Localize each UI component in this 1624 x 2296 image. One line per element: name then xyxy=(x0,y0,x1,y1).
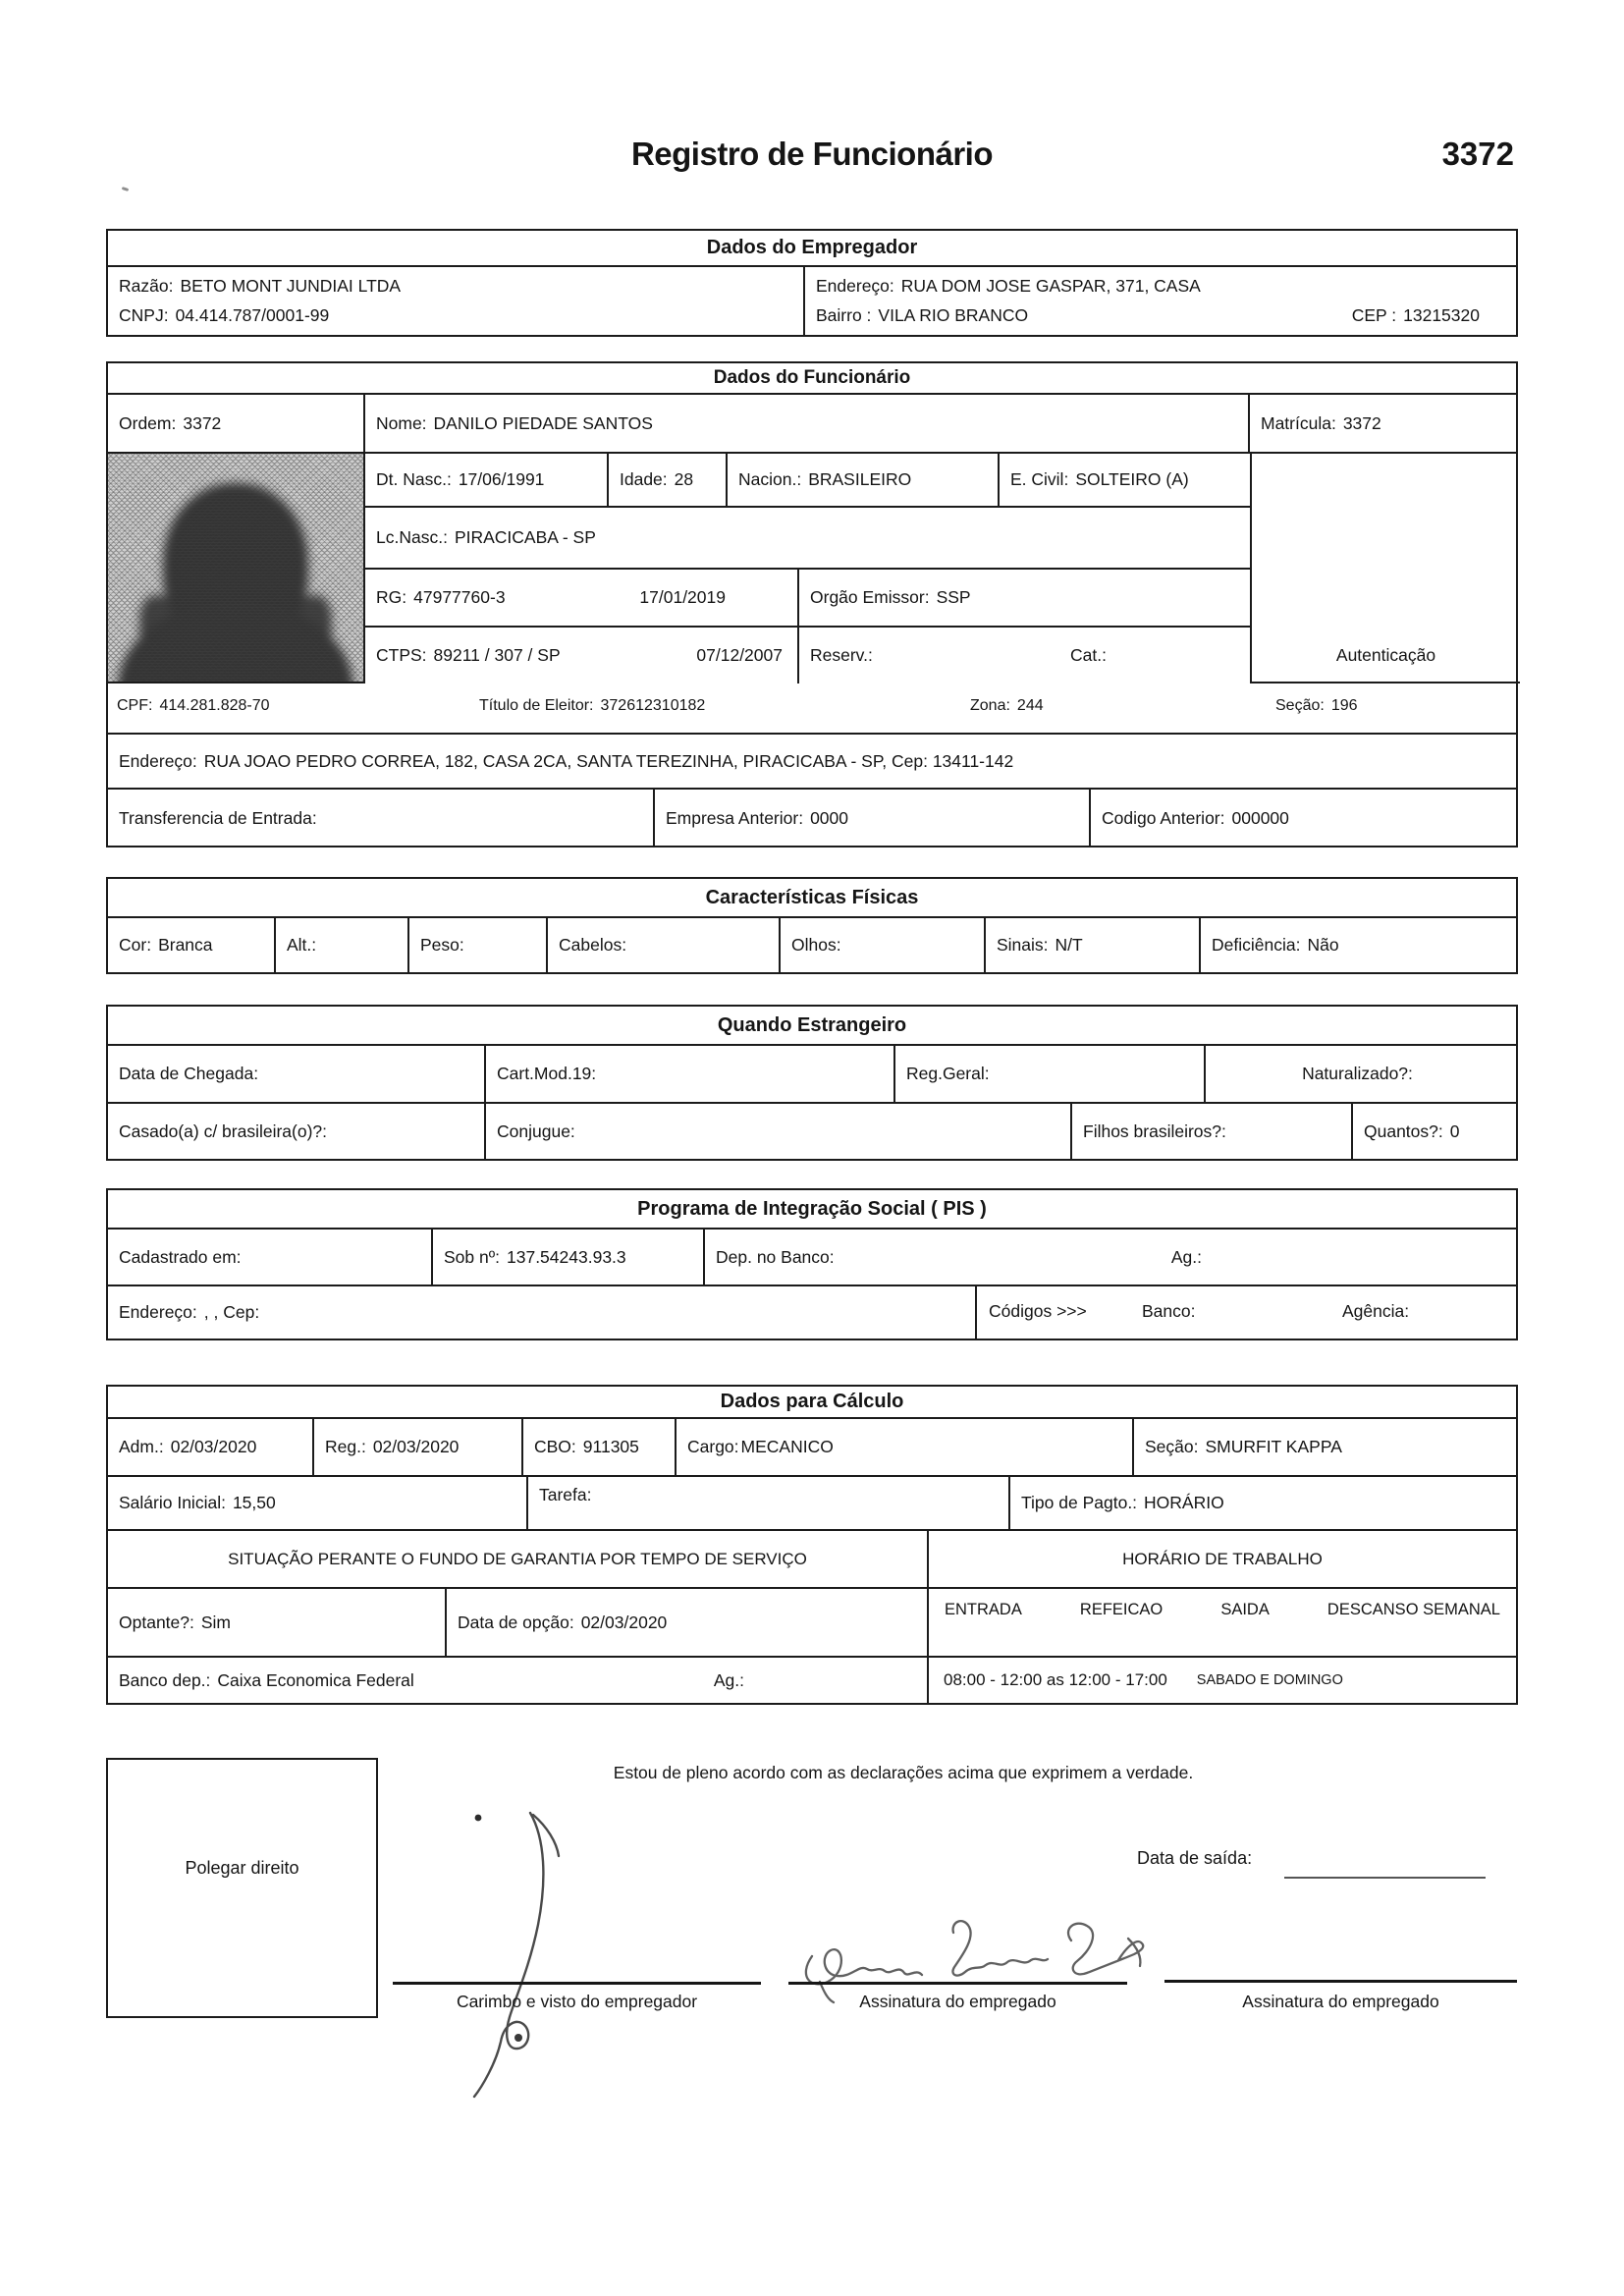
horario-value: 08:00 - 12:00 as 12:00 - 17:00 xyxy=(944,1670,1167,1689)
field-adm: Adm.: 02/03/2020 xyxy=(119,1437,257,1456)
authentication-label: Autenticação xyxy=(1335,645,1436,665)
field-tarefa: Tarefa: xyxy=(539,1485,592,1504)
signature-ink-dot xyxy=(475,1815,482,1822)
field-codigo-anterior: Codigo Anterior: 000000 xyxy=(1102,808,1289,828)
section-title-calculo: Dados para Cálculo xyxy=(108,1387,1516,1419)
field-peso: Peso: xyxy=(420,935,464,955)
field-salario-inicial: Salário Inicial: 15,50 xyxy=(119,1493,276,1512)
field-cbo: CBO: 911305 xyxy=(534,1437,639,1456)
section-funcionario xyxy=(106,361,1518,847)
field-cadastrado-em: Cadastrado em: xyxy=(119,1246,242,1267)
form-number: 3372 xyxy=(1441,136,1514,172)
field-transferencia: Transferencia de Entrada: xyxy=(119,808,317,828)
signature-label-employer: Carimbo e visto do empregador xyxy=(456,1992,698,2011)
fingerprint-box xyxy=(106,1758,378,2018)
field-filhos-brasileiros: Filhos brasileiros?: xyxy=(1083,1121,1226,1141)
field-idade: Idade: 28 xyxy=(620,469,694,489)
field-cabelos: Cabelos: xyxy=(559,935,627,955)
field-agencia: Agência: xyxy=(1342,1301,1410,1321)
field-data-opcao: Data de opção: 02/03/2020 xyxy=(458,1612,668,1632)
horario-col-descanso: DESCANSO SEMANAL xyxy=(1326,1601,1500,1618)
field-cargo: Cargo: MECANICO xyxy=(687,1437,834,1456)
section-title-empregador: Dados do Empregador xyxy=(108,231,1516,267)
employee-signature xyxy=(790,1905,1164,2003)
field-cat: Cat.: xyxy=(1070,645,1107,665)
descanso-value: SABADO E DOMINGO xyxy=(1196,1672,1343,1688)
field-titulo-eleitor: Título de Eleitor: 372612310182 xyxy=(479,697,706,714)
page-title: Registro de Funcionário xyxy=(630,136,994,172)
data-saida-underline xyxy=(1284,1877,1486,1879)
signature-line-employee-1 xyxy=(788,1982,1127,1985)
field-naturalizado: Naturalizado?: xyxy=(1302,1064,1413,1083)
signature-ink-knot xyxy=(514,2034,522,2042)
declaration-text: Estou de pleno acordo com as declarações acima que exprimem a verdade. xyxy=(613,1763,1194,1782)
signature-label-employee-1: Assinatura do empregado xyxy=(859,1992,1056,2011)
signature-line-employer xyxy=(393,1982,761,1985)
field-pis-ag: Ag.: xyxy=(1170,1246,1202,1267)
section-pis xyxy=(106,1188,1518,1340)
horario-col-entrada: ENTRADA xyxy=(945,1601,1022,1618)
field-calculo-ag: Ag.: xyxy=(713,1669,744,1690)
field-cor: Cor: Branca xyxy=(119,935,213,955)
field-cep: CEP : 13215320 xyxy=(1351,305,1480,325)
section-empregador xyxy=(106,229,1518,337)
field-banco: Banco: xyxy=(1142,1301,1196,1321)
field-reserv: Reserv.: xyxy=(810,645,873,665)
employer-signature xyxy=(417,1805,614,2100)
field-razao: Razão: BETO MONT JUNDIAI LTDA xyxy=(119,276,402,296)
signature-line-employee-2 xyxy=(1164,1980,1517,1983)
field-nome: Nome: DANILO PIEDADE SANTOS xyxy=(376,412,653,433)
field-cnpj: CNPJ: 04.414.787/0001-99 xyxy=(119,305,330,325)
field-ctps-date: 07/12/2007 xyxy=(696,645,783,665)
horario-col-saida: SAIDA xyxy=(1220,1601,1270,1618)
field-orgao-emissor: Orgão Emissor: SSP xyxy=(810,587,971,607)
field-empresa-anterior: Empresa Anterior: 0000 xyxy=(666,808,848,828)
field-quantos: Quantos?: 0 xyxy=(1364,1121,1460,1141)
field-lc-nasc: Lc.Nasc.: PIRACICABA - SP xyxy=(376,527,596,547)
field-alt: Alt.: xyxy=(287,935,317,955)
section-caracteristicas xyxy=(106,877,1518,974)
field-banco-dep: Banco dep.: Caixa Economica Federal xyxy=(119,1669,414,1690)
field-rg: RG: 47977760-3 xyxy=(376,587,506,607)
signature-label-employee-2: Assinatura do empregado xyxy=(1242,1992,1439,2011)
field-deficiencia: Deficiência: Não xyxy=(1212,935,1339,955)
photo-halftone-overlay xyxy=(108,454,363,682)
field-dt-nasc: Dt. Nasc.: 17/06/1991 xyxy=(376,469,545,489)
field-zona: Zona: 244 xyxy=(970,697,1044,714)
field-pis-endereco: Endereço: , , Cep: xyxy=(119,1302,260,1322)
field-rg-date: 17/01/2019 xyxy=(639,587,726,607)
field-codigos: Códigos >>> xyxy=(989,1301,1087,1321)
field-cart-mod: Cart.Mod.19: xyxy=(497,1064,597,1083)
field-ordem: Ordem: 3372 xyxy=(119,412,222,433)
horario-col-refeicao: REFEICAO xyxy=(1079,1601,1164,1618)
field-matricula: Matrícula: 3372 xyxy=(1261,412,1381,433)
field-optante: Optante?: Sim xyxy=(119,1612,232,1632)
authentication-cell xyxy=(1250,454,1520,683)
field-endereco-empregador: Endereço: RUA DOM JOSE GASPAR, 371, CASA xyxy=(816,276,1201,296)
field-data-chegada: Data de Chegada: xyxy=(119,1064,259,1083)
field-secao-trabalho: Seção: SMURFIT KAPPA xyxy=(1145,1437,1342,1456)
field-cpf: CPF: 414.281.828-70 xyxy=(117,697,270,714)
employee-photo xyxy=(108,454,365,683)
horario-trabalho-header: HORÁRIO DE TRABALHO xyxy=(1122,1549,1323,1568)
section-estrangeiro xyxy=(106,1005,1518,1161)
section-title-pis: Programa de Integração Social ( PIS ) xyxy=(108,1190,1516,1230)
field-tipo-pagto: Tipo de Pagto.: HORÁRIO xyxy=(1021,1493,1224,1512)
field-nacion: Nacion.: BRASILEIRO xyxy=(738,469,912,489)
field-secao-eleitoral: Seção: 196 xyxy=(1275,697,1358,714)
field-ctps: CTPS: 89211 / 307 / SP xyxy=(376,645,561,665)
field-e-civil: E. Civil: SOLTEIRO (A) xyxy=(1010,469,1189,489)
scan-speck xyxy=(122,187,130,191)
section-title-caracteristicas: Características Físicas xyxy=(108,879,1516,918)
section-title-estrangeiro: Quando Estrangeiro xyxy=(108,1007,1516,1046)
field-sob-no: Sob nº: 137.54243.93.3 xyxy=(444,1246,626,1267)
field-reg: Reg.: 02/03/2020 xyxy=(325,1437,460,1456)
field-bairro: Bairro : VILA RIO BRANCO xyxy=(816,305,1029,325)
field-endereco-funcionario: Endereço: RUA JOAO PEDRO CORREA, 182, CASA 2CA, SANTA TEREZINHA, PIRACICABA - SP, Cep: 13411-142 xyxy=(119,750,1014,771)
field-conjugue: Conjugue: xyxy=(497,1121,575,1141)
field-olhos: Olhos: xyxy=(791,935,841,955)
field-reg-geral: Reg.Geral: xyxy=(906,1064,990,1083)
field-data-saida: Data de saída: xyxy=(1137,1848,1253,1868)
section-calculo xyxy=(106,1385,1518,1705)
field-dep-banco: Dep. no Banco: xyxy=(716,1246,835,1267)
field-casado-brasileira: Casado(a) c/ brasileira(o)?: xyxy=(119,1121,328,1141)
section-title-funcionario: Dados do Funcionário xyxy=(108,363,1516,395)
fgts-header: SITUAÇÃO PERANTE O FUNDO DE GARANTIA POR TEMPO DE SERVIÇO xyxy=(228,1549,807,1568)
field-sinais: Sinais: N/T xyxy=(997,935,1083,955)
fingerprint-label: Polegar direito xyxy=(185,1858,299,1878)
